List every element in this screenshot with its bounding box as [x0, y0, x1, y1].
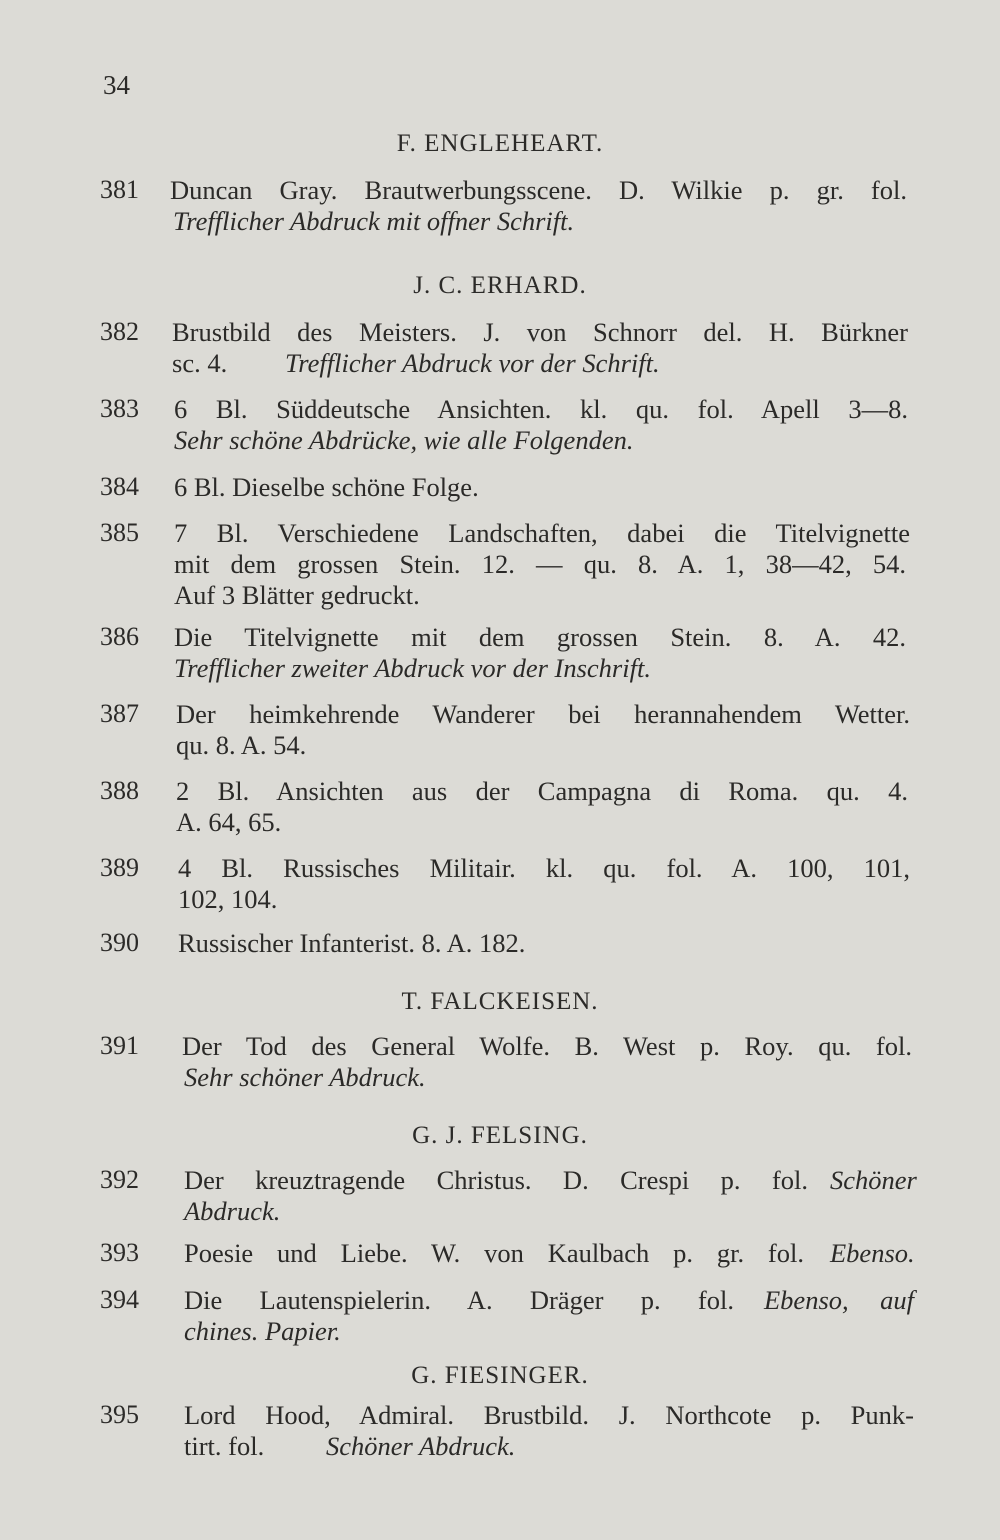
entry-line: Duncan Gray. Brautwerbungsscene. D. Wilkie p. gr. fol. — [170, 175, 907, 205]
entry-line: sc. 4. — [172, 348, 228, 378]
entry-line: Brustbild des Meisters. J. von Schnorr del. H. Bürkner — [172, 317, 908, 347]
entry-note: chines. Papier. — [184, 1316, 341, 1346]
entry-note: Abdruck. — [184, 1196, 281, 1226]
entry-number: 385 — [100, 518, 139, 547]
entry-note: Ebenso. — [830, 1238, 915, 1268]
entry-line: Auf 3 Blätter gedruckt. — [174, 580, 420, 610]
entry-line: Die Lautenspielerin. A. Dräger p. fol. — [184, 1285, 734, 1315]
entry-line: Poesie und Liebe. W. von Kaulbach p. gr. fol. — [184, 1238, 804, 1268]
entry-line: Lord Hood, Admiral. Brustbild. J. Northcote p. Punk- — [184, 1400, 914, 1430]
entry-number: 390 — [100, 928, 139, 957]
entry-line: 2 Bl. Ansichten aus der Campagna di Roma. qu. 4. — [176, 776, 908, 806]
entry-note: Schöner Abdruck. — [326, 1431, 516, 1461]
entry-number: 393 — [100, 1238, 139, 1267]
entry-note: Ebenso, auf — [764, 1285, 914, 1315]
entry-note: Sehr schöner Abdruck. — [184, 1062, 426, 1092]
entry-line: Der Tod des General Wolfe. B. West p. Roy. qu. fol. — [182, 1031, 912, 1061]
entry-line: tirt. fol. — [184, 1431, 265, 1461]
page-number: 34 — [103, 70, 130, 100]
entry-number: 389 — [100, 853, 139, 882]
section-heading-felsing: G. J. FELSING. — [412, 1122, 588, 1149]
entry-number: 384 — [100, 472, 139, 501]
entry-number: 387 — [100, 699, 139, 728]
section-heading-fiesinger: G. FIESINGER. — [411, 1362, 589, 1389]
section-heading-falckeisen: T. FALCKEISEN. — [401, 988, 599, 1015]
entry-note: Trefflicher Abdruck mit offner Schrift. — [173, 206, 575, 236]
entry-line: 4 Bl. Russisches Militair. kl. qu. fol. A. 100, 101, — [178, 853, 910, 883]
entry-line: Der heimkehrende Wanderer bei herannahendem Wetter. — [176, 699, 910, 729]
entry-line: qu. 8. A. 54. — [176, 730, 307, 760]
entry-line: 7 Bl. Verschiedene Landschaften, dabei die Titelvignette — [174, 518, 910, 548]
entry-line: Der kreuztragende Christus. D. Crespi p. fol. — [184, 1165, 808, 1195]
entry-number: 392 — [100, 1165, 139, 1194]
entry-number: 383 — [100, 394, 139, 423]
entry-note: Trefflicher zweiter Abdruck vor der Inschrift. — [174, 653, 651, 683]
entry-number: 391 — [100, 1031, 139, 1060]
entry-number: 394 — [100, 1285, 139, 1314]
entry-line: Die Titelvignette mit dem grossen Stein. 8. A. 42. — [174, 622, 906, 652]
entry-line: 102, 104. — [178, 884, 278, 914]
entry-line: Russischer Infanterist. 8. A. 182. — [178, 928, 526, 958]
entry-line: mit dem grossen Stein. 12. — qu. 8. A. 1, 38—42, 54. — [174, 549, 906, 579]
entry-number: 382 — [100, 317, 139, 346]
section-heading-engleheart: F. ENGLEHEART. — [396, 130, 604, 157]
entry-note: Sehr schöne Abdrücke, wie alle Folgenden. — [174, 425, 634, 455]
entry-note: Trefflicher Abdruck vor der Schrift. — [285, 348, 660, 378]
entry-line: A. 64, 65. — [176, 807, 282, 837]
entry-line: 6 Bl. Dieselbe schöne Folge. — [174, 472, 479, 502]
entry-note: Schöner — [830, 1165, 917, 1195]
section-heading-erhard: J. C. ERHARD. — [413, 272, 587, 299]
entry-line: 6 Bl. Süddeutsche Ansichten. kl. qu. fol. Apell 3—8. — [174, 394, 908, 424]
entry-number: 388 — [100, 776, 139, 805]
entry-number: 381 — [100, 175, 139, 204]
entry-number: 395 — [100, 1400, 139, 1429]
entry-number: 386 — [100, 622, 139, 651]
